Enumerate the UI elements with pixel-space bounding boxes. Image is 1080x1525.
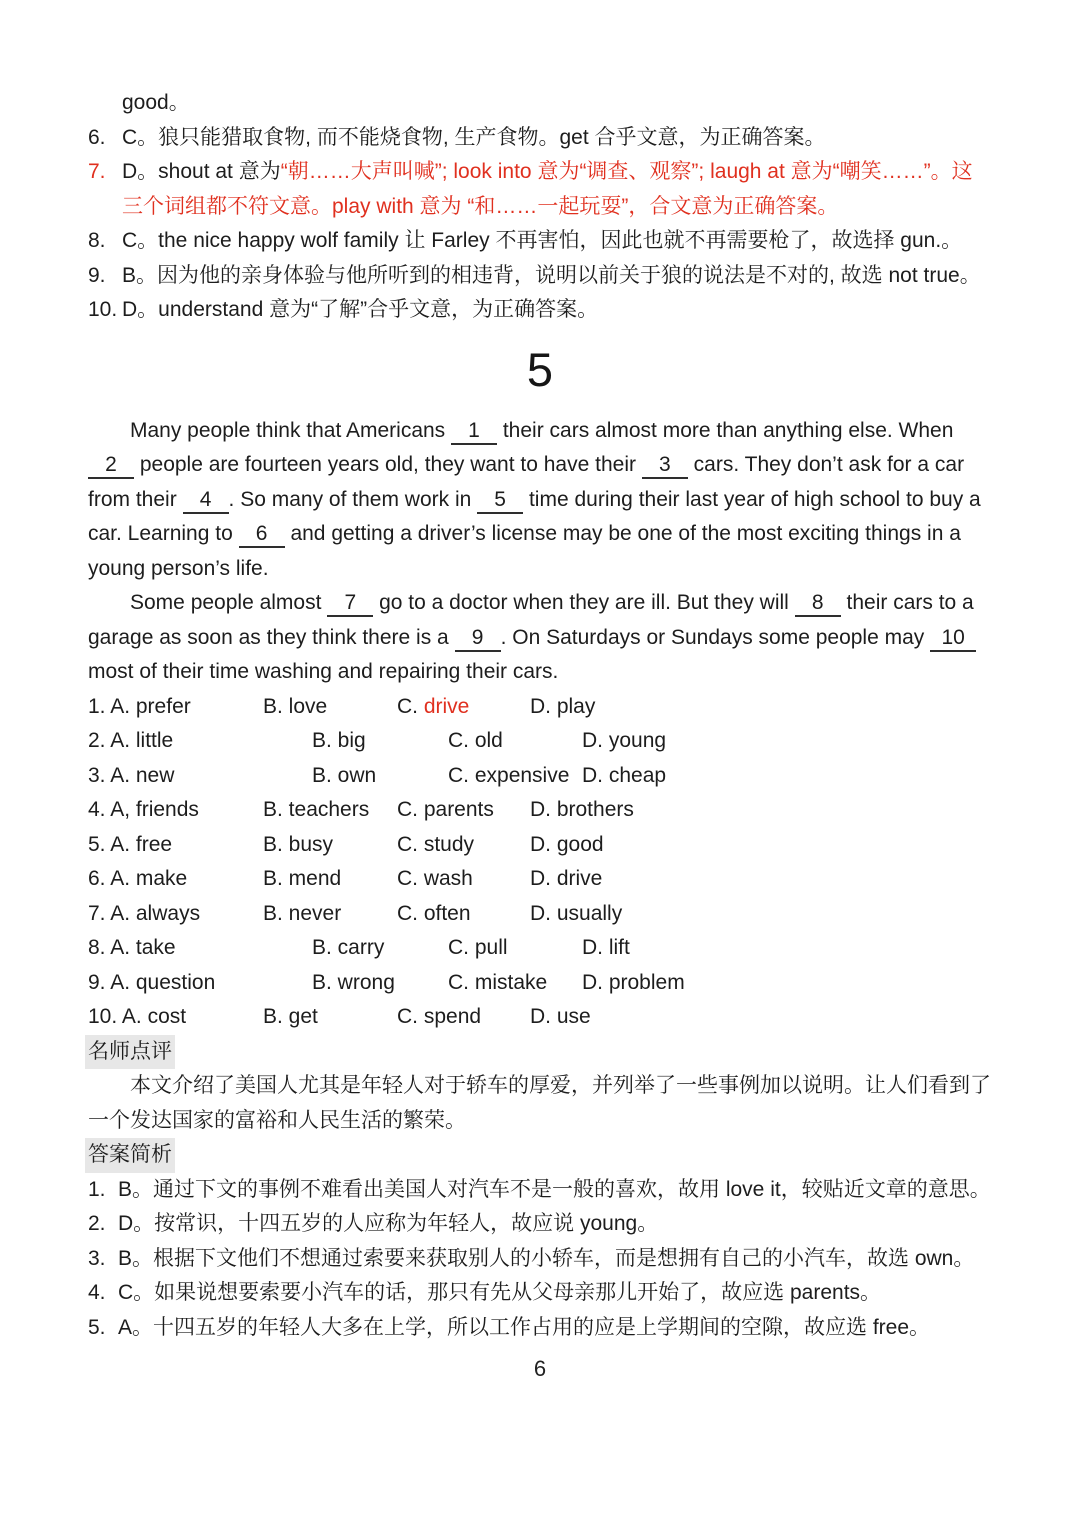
cloze-paragraph-2 [88, 586, 992, 690]
cloze-text: cars. They don’t ask for a car from their [88, 453, 970, 511]
analysis-item-1 [88, 1173, 992, 1208]
answer-analysis-heading: 答案简析 [85, 1138, 175, 1173]
analysis-item-3 [88, 1242, 992, 1277]
option-b: B. wrong [312, 970, 395, 994]
option-d: D. problem [582, 970, 685, 994]
option-d: D. drive [530, 867, 603, 890]
option-c [397, 690, 530, 725]
option-d: D. use [530, 1005, 591, 1028]
option-row-number: 4. [88, 798, 106, 821]
option-d: D. brothers [530, 798, 634, 821]
option-cell-a [88, 1000, 263, 1035]
options-list [88, 690, 992, 1035]
cloze-text: their cars to a garage as soon as they think there is a [88, 591, 980, 649]
option-row-3 [88, 759, 992, 794]
analysis-item-number: 1. [88, 1177, 106, 1201]
answer-item-7 [88, 155, 992, 224]
option-row-number: 5. [88, 832, 106, 856]
analysis-item-text: D。按常识，十四五岁的人应称为年轻人，故应说 young。 [118, 1212, 659, 1235]
option-c: C. parents [397, 798, 494, 821]
answer-item-text: B。因为他的亲身体验与他所听到的相违背，说明以前关于狼的说法是不对的, 故选 not true。 [122, 263, 981, 287]
option-row-1 [88, 690, 992, 725]
cloze-paragraph-1 [88, 414, 992, 587]
cloze-text: Many people think that Americans [130, 418, 452, 442]
option-row-number: 1. [88, 694, 106, 718]
answer-item-number: 6. [88, 125, 106, 149]
answer-item-number: 10. [88, 298, 118, 321]
option-c: C. often [397, 901, 471, 925]
option-a: A. take [110, 936, 176, 959]
option-a: A. make [110, 867, 188, 890]
answer-item-9 [88, 259, 992, 294]
option-d: D. usually [530, 901, 623, 925]
option-b: B. teachers [263, 798, 370, 821]
option-row-5 [88, 828, 992, 863]
analysis-item-4 [88, 1276, 992, 1311]
answer-item-10 [88, 293, 992, 328]
cloze-text: go to a doctor when they are ill. But they will [373, 591, 795, 614]
cloze-text: people are fourteen years old, they want to have their [134, 453, 642, 476]
answer-item-number: 9. [88, 263, 106, 287]
section-number-heading: 5 [526, 342, 554, 396]
analysis-item-5 [88, 1311, 992, 1346]
option-b: B. own [312, 763, 377, 787]
option-cell-a [88, 931, 312, 966]
option-row-10 [88, 1000, 992, 1035]
option-b: B. mend [263, 867, 342, 890]
answer-item-number: 8. [88, 229, 106, 252]
option-row-7 [88, 897, 992, 932]
option-row-number: 9. [88, 970, 106, 994]
option-b: B. love [263, 694, 328, 718]
cloze-text: their cars almost more than anything else. When [497, 418, 960, 442]
analysis-item-number: 5. [88, 1315, 106, 1339]
answer-tail-line: good。 [122, 91, 190, 114]
cloze-text: time during their last year of high school to buy a car. Learning to [88, 487, 987, 545]
analysis-item-number: 4. [88, 1281, 106, 1304]
analysis-item-text: B。通过下文的事例不难看出美国人对汽车不是一般的喜欢，故用 love it，较贴近文章的意思。 [118, 1177, 991, 1201]
option-d: D. lift [582, 936, 630, 959]
option-cell-a [88, 793, 263, 828]
option-c-answer-red: drive [423, 694, 470, 718]
option-row-4 [88, 793, 992, 828]
option-b: B. get [263, 1005, 318, 1028]
option-cell-a [88, 759, 312, 794]
option-cell-a [88, 966, 312, 1001]
option-c: C. wash [397, 867, 473, 890]
analysis-item-2 [88, 1207, 992, 1242]
option-row-number: 2. [88, 729, 106, 752]
option-row-number: 10. [88, 1005, 118, 1028]
answer-item-text: C。狼只能猎取食物, 而不能烧食物, 生产食物。get 合乎文意，为正确答案。 [122, 125, 826, 149]
cloze-blank-1: 1 [451, 418, 497, 445]
analysis-item-number: 2. [88, 1212, 106, 1235]
option-d: D. good [530, 832, 604, 856]
option-row-number: 3. [88, 763, 106, 787]
answer-item-7-black-segment: D。shout at 意为 [122, 160, 281, 183]
option-a: A. prefer [110, 694, 191, 718]
cloze-passage [88, 414, 992, 690]
cloze-text: . On Saturdays or Sundays some people may [500, 625, 931, 649]
option-a: A. cost [121, 1005, 187, 1028]
option-cell-a [88, 862, 263, 897]
previous-answers-list [88, 86, 992, 328]
teacher-review-heading: 名师点评 [85, 1035, 175, 1070]
cloze-blank-8: 8 [795, 590, 841, 617]
answer-analysis-section [88, 1138, 992, 1345]
analysis-item-number: 3. [88, 1246, 106, 1270]
cloze-blank-6: 6 [239, 521, 285, 548]
option-b: B. busy [263, 832, 334, 856]
page-number: 6 [533, 1356, 547, 1381]
option-c: C. old [448, 729, 503, 752]
cloze-text: and getting a driver’s license may be one of the most exciting things in a young person’s life. [88, 522, 967, 580]
cloze-text: Some people almost [130, 591, 328, 614]
cloze-blank-4: 4 [183, 487, 229, 514]
analysis-item-text: B。根据下文他们不想通过索要来获取别人的小轿车，而是想拥有自己的小汽车，故选 own。 [118, 1246, 975, 1270]
teacher-review-body: 本文介绍了美国人尤其是年轻人对于轿车的厚爱，并列举了一些事例加以说明。让人们看到了一个发达国家的富裕和人民生活的繁荣。 [88, 1074, 991, 1132]
option-b: B. big [312, 729, 366, 752]
answer-item-text: D。understand 意为“了解”合乎文意，为正确答案。 [122, 298, 599, 321]
answer-item-7-red-segment: “朝……大声叫喊”; look into 意为“调查、观察”; laugh at 意为“嘲笑……”。这三个词组都不符文意。play with 意为 “和……一起玩耍”，合文意为正确答案。 [122, 160, 973, 218]
option-d: D. young [582, 729, 667, 752]
cloze-blank-5: 5 [477, 487, 523, 514]
answer-item-8 [88, 224, 992, 259]
option-row-9 [88, 966, 992, 1001]
option-row-number: 8. [88, 936, 106, 959]
option-cell-a [88, 897, 263, 932]
cloze-blank-7: 7 [327, 590, 373, 617]
cloze-blank-10: 10 [930, 625, 976, 652]
option-a: A. question [110, 970, 216, 994]
option-c: C. mistake [448, 970, 548, 994]
option-cell-a [88, 828, 263, 863]
option-row-number: 7. [88, 901, 106, 925]
option-c: C. expensive [448, 763, 570, 787]
option-c: C. pull [448, 936, 508, 959]
option-row-8 [88, 931, 992, 966]
option-c: C. spend [397, 1005, 482, 1028]
analysis-item-text: A。十四五岁的年轻人大多在上学，所以工作占用的应是上学期间的空隙，故应选 free。 [118, 1315, 931, 1339]
option-c: C. study [397, 832, 475, 856]
option-a: A, friends [110, 798, 199, 821]
option-cell-a [88, 724, 312, 759]
cloze-blank-2: 2 [88, 452, 134, 479]
cloze-text: . So many of them work in [228, 487, 478, 511]
option-b: B. carry [312, 936, 385, 959]
option-row-2 [88, 724, 992, 759]
answer-item-text: C。the nice happy wolf family 让 Farley 不再害怕，因此也就不再需要枪了，故选择 gun.。 [122, 229, 963, 252]
option-c-label: C. [397, 694, 424, 718]
cloze-text: most of their time washing and repairing their cars. [88, 625, 982, 683]
cloze-blank-3: 3 [642, 452, 688, 479]
teacher-review-section [88, 1035, 992, 1139]
analysis-item-text: C。如果说想要索要小汽车的话，那只有先从父母亲那儿开始了，故应选 parents。 [118, 1281, 882, 1304]
option-a: A. always [110, 901, 201, 925]
answer-item-6 [88, 121, 992, 156]
option-cell-a [88, 690, 263, 725]
option-d: D. play [530, 694, 596, 718]
option-a: A. free [110, 832, 173, 856]
option-b: B. never [263, 901, 342, 925]
option-row-6 [88, 862, 992, 897]
cloze-blank-9: 9 [455, 625, 501, 652]
option-d: D. cheap [582, 763, 667, 787]
answer-item-number: 7. [88, 160, 106, 183]
option-a: A. little [110, 729, 174, 752]
option-a: A. new [110, 763, 175, 787]
option-row-number: 6. [88, 867, 106, 890]
answer-item-text [122, 155, 992, 224]
